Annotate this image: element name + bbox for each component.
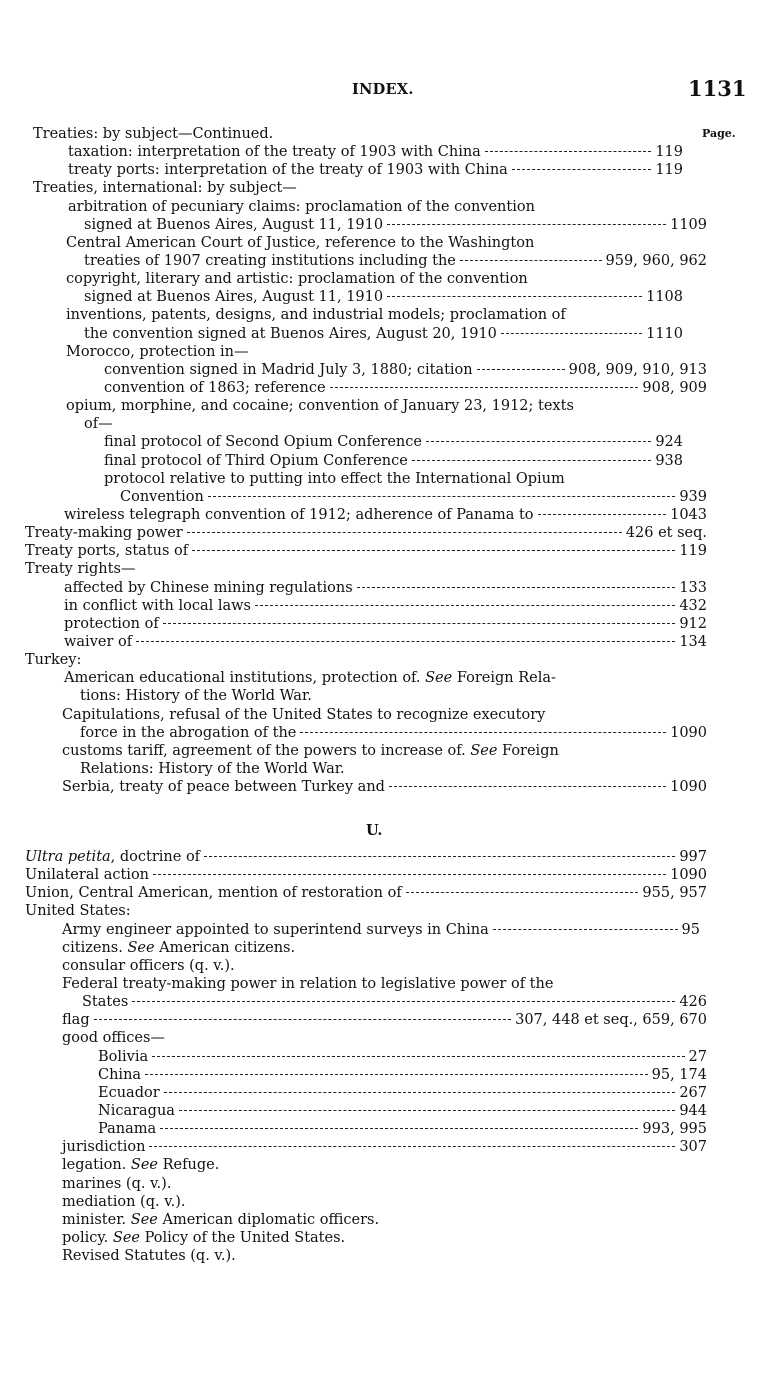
entry-label: customs tariff, agreement of the powers to increase of. <box>62 742 466 759</box>
entry-text <box>62 976 553 992</box>
index-entry <box>0 1247 740 1265</box>
index-entry <box>0 579 740 597</box>
leader-dots <box>493 929 678 930</box>
entry-text <box>98 1084 160 1102</box>
entry-label: Serbia, treaty of peace between Turkey and <box>62 779 385 796</box>
index-entry <box>0 687 740 705</box>
entry-label: American educational institutions, protection of. <box>64 670 421 687</box>
index-entry <box>0 488 740 506</box>
index-entry <box>0 1102 740 1120</box>
entry-text <box>62 1248 236 1264</box>
leader-dots <box>94 1019 511 1020</box>
page-reference: 1090 <box>670 779 707 796</box>
see-reference: See <box>130 1211 158 1228</box>
entry-text <box>62 707 545 723</box>
entry-label: affected by Chinese mining regulations <box>64 579 353 596</box>
entry-label: Revised Statutes (q. v.). <box>62 1248 236 1265</box>
entry-text <box>62 1212 379 1228</box>
page-reference: 1110 <box>646 325 683 342</box>
index-entry <box>0 143 740 161</box>
entry-text <box>25 652 81 668</box>
leader-dots <box>300 732 666 733</box>
leader-dots <box>512 169 652 170</box>
entry-label: States <box>82 994 129 1011</box>
entry-text <box>62 1176 171 1192</box>
page-reference: 959, 960, 962 <box>605 252 707 269</box>
entry-label: Treaties: by subject—Continued. <box>33 126 274 142</box>
index-block-t <box>0 125 740 796</box>
entry-label: Treaty rights— <box>25 561 136 578</box>
index-entry <box>0 975 740 993</box>
entry-text <box>84 325 497 343</box>
index-entry <box>0 1193 740 1211</box>
entry-text <box>98 1048 148 1066</box>
leader-dots <box>460 260 602 261</box>
entry-text <box>62 1194 186 1210</box>
index-entry <box>0 270 740 288</box>
leader-dots <box>387 224 666 225</box>
entry-label: Capitulations, refusal of the United States to recognize executory <box>62 706 546 723</box>
page-reference: 908, 909 <box>642 379 707 396</box>
entry-label: signed at Buenos Aires, August 11, 1910 <box>84 216 384 233</box>
entry-italic-term: Ultra petita <box>25 849 111 865</box>
entry-label: jurisdiction <box>62 1139 146 1156</box>
entry-label: arbitration of pecuniary claims: proclamation of the convention <box>68 198 535 215</box>
see-reference: See <box>470 742 498 759</box>
index-entry <box>0 939 740 957</box>
entry-text <box>62 1230 345 1246</box>
index-entry <box>0 198 740 216</box>
entry-text <box>62 778 385 796</box>
page-reference: 133 <box>679 579 707 596</box>
entry-text <box>64 506 534 524</box>
entry-label: flag <box>62 1012 90 1029</box>
page-reference: 1043 <box>670 506 707 523</box>
entry-text <box>64 670 556 686</box>
leader-dots <box>501 333 642 334</box>
index-entry <box>0 234 740 252</box>
page-reference: 95, 174 <box>651 1066 707 1083</box>
entry-label: Army engineer appointed to superintend surveys in China <box>62 921 489 938</box>
entry-label: minister. <box>62 1211 127 1228</box>
leader-dots <box>485 151 652 152</box>
entry-label: treaty ports: interpretation of the treaty of 1903 with China <box>68 162 508 179</box>
page-reference: 938 <box>655 452 683 469</box>
index-entry <box>0 902 740 920</box>
section-letter: U. <box>366 822 383 839</box>
leader-dots <box>136 641 675 642</box>
index-entry <box>0 560 740 578</box>
entry-label: Nicaragua <box>98 1102 175 1119</box>
entry-label: Central American Court of Justice, reference to the Washington <box>66 234 535 251</box>
page-reference: 993, 995 <box>642 1121 707 1138</box>
entry-label: , doctrine of <box>110 849 201 865</box>
page-reference: 1108 <box>646 289 683 306</box>
entry-label: convention of 1863; reference <box>104 379 326 396</box>
entry-label: Union, Central American, mention of restoration of <box>25 885 402 902</box>
entry-label: signed at Buenos Aires, August 11, 1910 <box>84 289 384 306</box>
entry-label: Bolivia <box>98 1048 149 1065</box>
index-entry <box>0 542 740 560</box>
index-entry <box>0 288 740 306</box>
see-target: Policy of the United States. <box>140 1229 346 1246</box>
index-entry <box>0 1120 740 1138</box>
entry-text <box>104 471 565 487</box>
entry-label: citizens. <box>62 939 123 956</box>
see-target: Refuge. <box>158 1157 220 1174</box>
entry-text <box>62 1157 219 1173</box>
entry-label: Turkey: <box>25 652 82 669</box>
index-entry <box>0 216 740 234</box>
index-entry <box>0 379 740 397</box>
page-reference: 1109 <box>670 216 707 233</box>
entry-text <box>66 344 249 360</box>
entry-label: mediation (q. v.). <box>62 1193 186 1210</box>
entry-text <box>104 379 326 397</box>
page-number: 1131 <box>688 76 747 101</box>
entry-text <box>104 452 408 470</box>
index-entry <box>0 1175 740 1193</box>
entry-label: Federal treaty-making power in relation to legislative power of the <box>62 975 554 992</box>
entry-text <box>68 143 481 161</box>
index-entry <box>0 669 740 687</box>
page-reference: 27 <box>688 1048 707 1065</box>
entry-text <box>25 884 402 902</box>
index-entry <box>0 1011 740 1029</box>
leader-dots <box>164 1092 676 1093</box>
index-block-u <box>0 848 740 1265</box>
page-reference: 426 <box>679 994 707 1011</box>
page-reference: 944 <box>679 1102 707 1119</box>
index-entry <box>0 921 740 939</box>
entry-text <box>104 433 422 451</box>
leader-dots <box>152 1056 684 1057</box>
leader-dots <box>163 623 676 624</box>
entry-text <box>64 615 159 633</box>
index-entry <box>0 1156 740 1174</box>
leader-dots <box>145 1074 648 1075</box>
see-reference: See <box>425 670 453 687</box>
entry-text <box>64 633 132 651</box>
page-reference: 119 <box>655 162 683 179</box>
page-reference: 997 <box>679 849 707 865</box>
page-reference: 1090 <box>670 724 707 741</box>
entry-label: protocol relative to putting into effect the International Opium <box>104 470 565 487</box>
entry-label: waiver of <box>64 633 133 650</box>
entry-text <box>98 1120 156 1138</box>
index-entry <box>0 615 740 633</box>
page-reference: 912 <box>679 615 707 632</box>
page-reference: 908, 909, 910, 913 <box>568 361 707 378</box>
index-entry <box>0 415 740 433</box>
see-target: Foreign Rela- <box>452 670 556 687</box>
entry-label: Treaties, international: by subject— <box>33 180 297 197</box>
entry-text <box>62 958 235 974</box>
entry-label: good offices— <box>62 1030 165 1047</box>
entry-label: copyright, literary and artistic: proclamation of the convention <box>66 271 528 288</box>
index-entry <box>0 470 740 488</box>
index-entry <box>0 993 740 1011</box>
leader-dots <box>426 441 651 442</box>
leader-dots <box>387 296 642 297</box>
index-entry <box>0 433 740 451</box>
entry-text <box>104 361 473 379</box>
entry-label: Relations: History of the World War. <box>80 760 345 777</box>
entry-label: opium, morphine, and cocaine; convention of January 23, 1912; texts <box>66 398 574 415</box>
page-reference: 1090 <box>670 867 707 884</box>
index-entry <box>0 343 740 361</box>
index-entry <box>0 742 740 760</box>
entry-text <box>68 161 508 179</box>
index-entry <box>0 633 740 651</box>
entry-label: United States: <box>25 903 131 920</box>
index-entry <box>0 1048 740 1066</box>
entry-label: marines (q. v.). <box>62 1175 172 1192</box>
leader-dots <box>149 1146 675 1147</box>
index-entry <box>0 361 740 379</box>
index-entry <box>0 506 740 524</box>
entry-text <box>66 398 574 414</box>
entry-text <box>68 199 535 215</box>
page-reference: 955, 957 <box>642 885 707 902</box>
entry-label: final protocol of Third Opium Conference <box>104 452 408 469</box>
entry-text <box>66 307 566 323</box>
page-reference: 426 et seq. <box>625 525 707 542</box>
leader-dots <box>208 496 676 497</box>
entry-text <box>25 542 188 560</box>
index-entry <box>0 848 740 866</box>
index-entry <box>0 1066 740 1084</box>
page-reference: 119 <box>679 543 707 560</box>
index-entry <box>0 957 740 975</box>
entry-text <box>80 724 296 742</box>
entry-text <box>33 180 297 196</box>
entry-text <box>25 866 149 884</box>
entry-text <box>84 416 113 432</box>
leader-dots <box>132 1001 675 1002</box>
index-entry <box>0 1138 740 1156</box>
page-reference: 307, 448 et seq., 659, 670 <box>515 1012 707 1029</box>
page-column-label: Page. <box>702 127 736 140</box>
entry-text <box>25 903 131 919</box>
entry-label: Panama <box>98 1121 157 1138</box>
entry-text <box>80 761 345 777</box>
index-entry <box>0 306 740 324</box>
index-entry <box>0 524 740 542</box>
entry-label: convention signed in Madrid July 3, 1880; citation <box>104 361 473 378</box>
index-entry <box>0 397 740 415</box>
entry-label: in conflict with local laws <box>64 597 251 614</box>
entry-label: Treaty-making power <box>25 525 183 542</box>
entry-text <box>66 235 534 251</box>
entry-text <box>80 688 312 704</box>
index-entry <box>0 325 740 343</box>
index-entry <box>0 1229 740 1247</box>
leader-dots <box>330 387 639 388</box>
entry-text <box>62 1011 90 1029</box>
entry-label: wireless telegraph convention of 1912; adherence of Panama to <box>64 506 534 523</box>
entry-label: force in the abrogation of the <box>80 724 297 741</box>
leader-dots <box>389 786 666 787</box>
index-entry <box>0 125 740 143</box>
index-entry <box>0 1084 740 1102</box>
leader-dots <box>406 892 639 893</box>
entry-label: Ecuador <box>98 1084 160 1101</box>
entry-text <box>120 488 204 506</box>
entry-label: Morocco, protection in— <box>66 343 249 360</box>
entry-text <box>62 743 559 759</box>
see-target: American citizens. <box>154 939 296 956</box>
leader-dots <box>357 587 676 588</box>
index-entry <box>0 760 740 778</box>
index-entry <box>0 252 740 270</box>
entry-text <box>84 252 456 270</box>
page-reference: 95 <box>681 921 700 938</box>
page-reference: 267 <box>679 1084 707 1101</box>
index-entry <box>0 452 740 470</box>
entry-label: legation. <box>62 1157 127 1174</box>
entry-text <box>62 921 489 939</box>
leader-dots <box>160 1128 638 1129</box>
index-entry <box>0 884 740 902</box>
entry-text <box>84 288 383 306</box>
see-target: Foreign <box>497 742 559 759</box>
entry-label: consular officers (q. v.). <box>62 957 235 974</box>
entry-text <box>66 271 528 287</box>
index-entry <box>0 706 740 724</box>
entry-text <box>62 1030 165 1046</box>
entry-label: China <box>98 1066 142 1083</box>
leader-dots <box>255 605 675 606</box>
entry-label: the convention signed at Buenos Aires, August 20, 1910 <box>84 325 497 342</box>
entry-label: of— <box>84 416 113 433</box>
leader-dots <box>187 532 622 533</box>
page-reference: 924 <box>655 434 683 451</box>
index-entry <box>0 866 740 884</box>
page-reference: 119 <box>655 144 683 161</box>
running-head: INDEX. <box>352 81 414 98</box>
index-entry <box>0 724 740 742</box>
entry-label: treaties of 1907 creating institutions including the <box>84 252 456 269</box>
index-entry <box>0 1211 740 1229</box>
entry-label: Convention <box>120 488 204 505</box>
entry-text <box>33 126 273 142</box>
page-reference: 307 <box>679 1139 707 1156</box>
entry-text <box>82 993 128 1011</box>
see-target: American diplomatic officers. <box>157 1211 380 1228</box>
entry-text <box>25 524 183 542</box>
see-reference: See <box>112 1229 141 1246</box>
leader-dots <box>477 369 565 370</box>
page-reference: 432 <box>679 597 707 614</box>
entry-label: inventions, patents, designs, and industrial models; proclamation of <box>66 307 566 324</box>
entry-text <box>98 1066 141 1084</box>
entry-label: final protocol of Second Opium Conference <box>104 434 422 451</box>
entry-text <box>25 848 200 866</box>
page-reference: 134 <box>679 633 707 650</box>
index-entry <box>0 651 740 669</box>
leader-dots <box>179 1110 675 1111</box>
leader-dots <box>538 514 667 515</box>
entry-label: Treaty ports, status of <box>25 543 189 560</box>
entry-label: taxation: interpretation of the treaty of 1903 with China <box>68 144 481 161</box>
entry-label: tions: History of the World War. <box>80 688 312 705</box>
leader-dots <box>153 874 666 875</box>
entry-label: policy. <box>62 1229 109 1246</box>
entry-text <box>62 1138 145 1156</box>
entry-text <box>62 940 295 956</box>
entry-label: Unilateral action <box>25 867 150 884</box>
entry-text <box>64 579 353 597</box>
leader-dots <box>204 856 675 857</box>
index-entry <box>0 161 740 179</box>
index-entry <box>0 1029 740 1047</box>
index-entry <box>0 597 740 615</box>
index-entry <box>0 179 740 197</box>
index-entry <box>0 778 740 796</box>
see-reference: See <box>127 939 155 956</box>
entry-label: protection of <box>64 615 159 632</box>
entry-text <box>25 561 135 577</box>
page-reference: 939 <box>679 488 707 505</box>
leader-dots <box>192 550 675 551</box>
entry-text <box>84 216 383 234</box>
see-reference: See <box>130 1157 159 1174</box>
entry-text <box>98 1102 175 1120</box>
leader-dots <box>412 460 651 461</box>
entry-text <box>64 597 251 615</box>
